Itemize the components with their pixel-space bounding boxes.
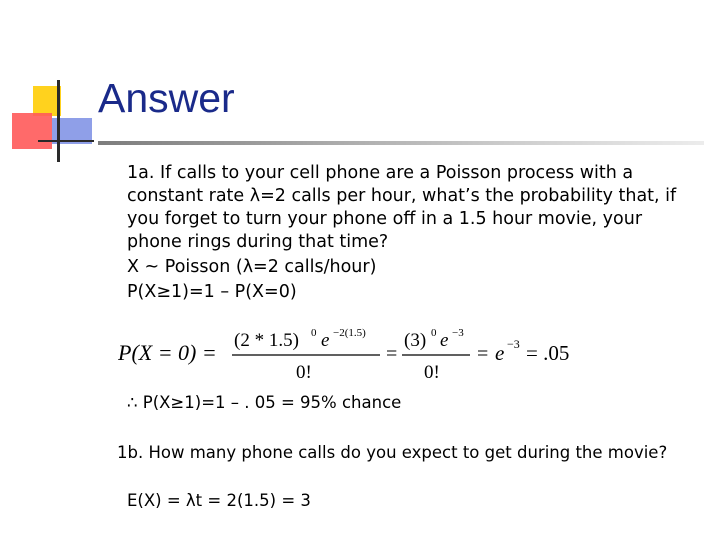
question-1a: 1a. If calls to your cell phone are a Poisson process with a constant rate λ=2 calls per hour, what’s the probability that, if you forget to turn your phone off in a 1.5 hour movie, your phone rings during that time?	[127, 163, 677, 252]
formula-eq1: =	[386, 343, 398, 365]
red-square	[12, 113, 52, 149]
formula-num1: (2 * 1.5)	[234, 330, 299, 351]
formula-e2-exp: −3	[452, 327, 464, 339]
corner-decoration	[0, 0, 100, 170]
answer-body	[127, 162, 697, 304]
formula-e3-exp: −3	[507, 337, 520, 351]
distribution-line: X ~ Poisson (λ=2 calls/hour)	[127, 257, 377, 277]
formula-den2: 0!	[424, 362, 440, 383]
formula-eq2: =	[477, 343, 489, 365]
conclusion-line: ∴ P(X≥1)=1 – . 05 = 95% chance	[127, 393, 402, 412]
formula-e2: e	[440, 330, 449, 351]
formula-num1-exp: 0	[311, 327, 317, 339]
vertical-bar	[57, 80, 60, 162]
formula-num2-exp: 0	[431, 327, 437, 339]
question-1b: 1b. How many phone calls do you expect to get during the movie?	[117, 443, 668, 462]
title-underline	[98, 141, 704, 145]
formula-e1: e	[321, 330, 330, 351]
formula-svg	[118, 322, 598, 386]
horizontal-bar	[38, 140, 94, 142]
formula-result: = .05	[526, 341, 570, 365]
formula-e3: e	[495, 341, 505, 365]
poisson-formula	[118, 322, 598, 386]
expectation-line: E(X) = λt = 2(1.5) = 3	[127, 491, 311, 510]
formula-num2: (3)	[404, 330, 427, 351]
formula-lhs: P(X = 0) =	[118, 340, 217, 365]
formula-den1: 0!	[296, 362, 312, 383]
formula-e1-exp: −2(1.5)	[333, 327, 366, 339]
slide-title: Answer	[98, 75, 235, 121]
complement-line: P(X≥1)=1 – P(X=0)	[127, 282, 297, 302]
